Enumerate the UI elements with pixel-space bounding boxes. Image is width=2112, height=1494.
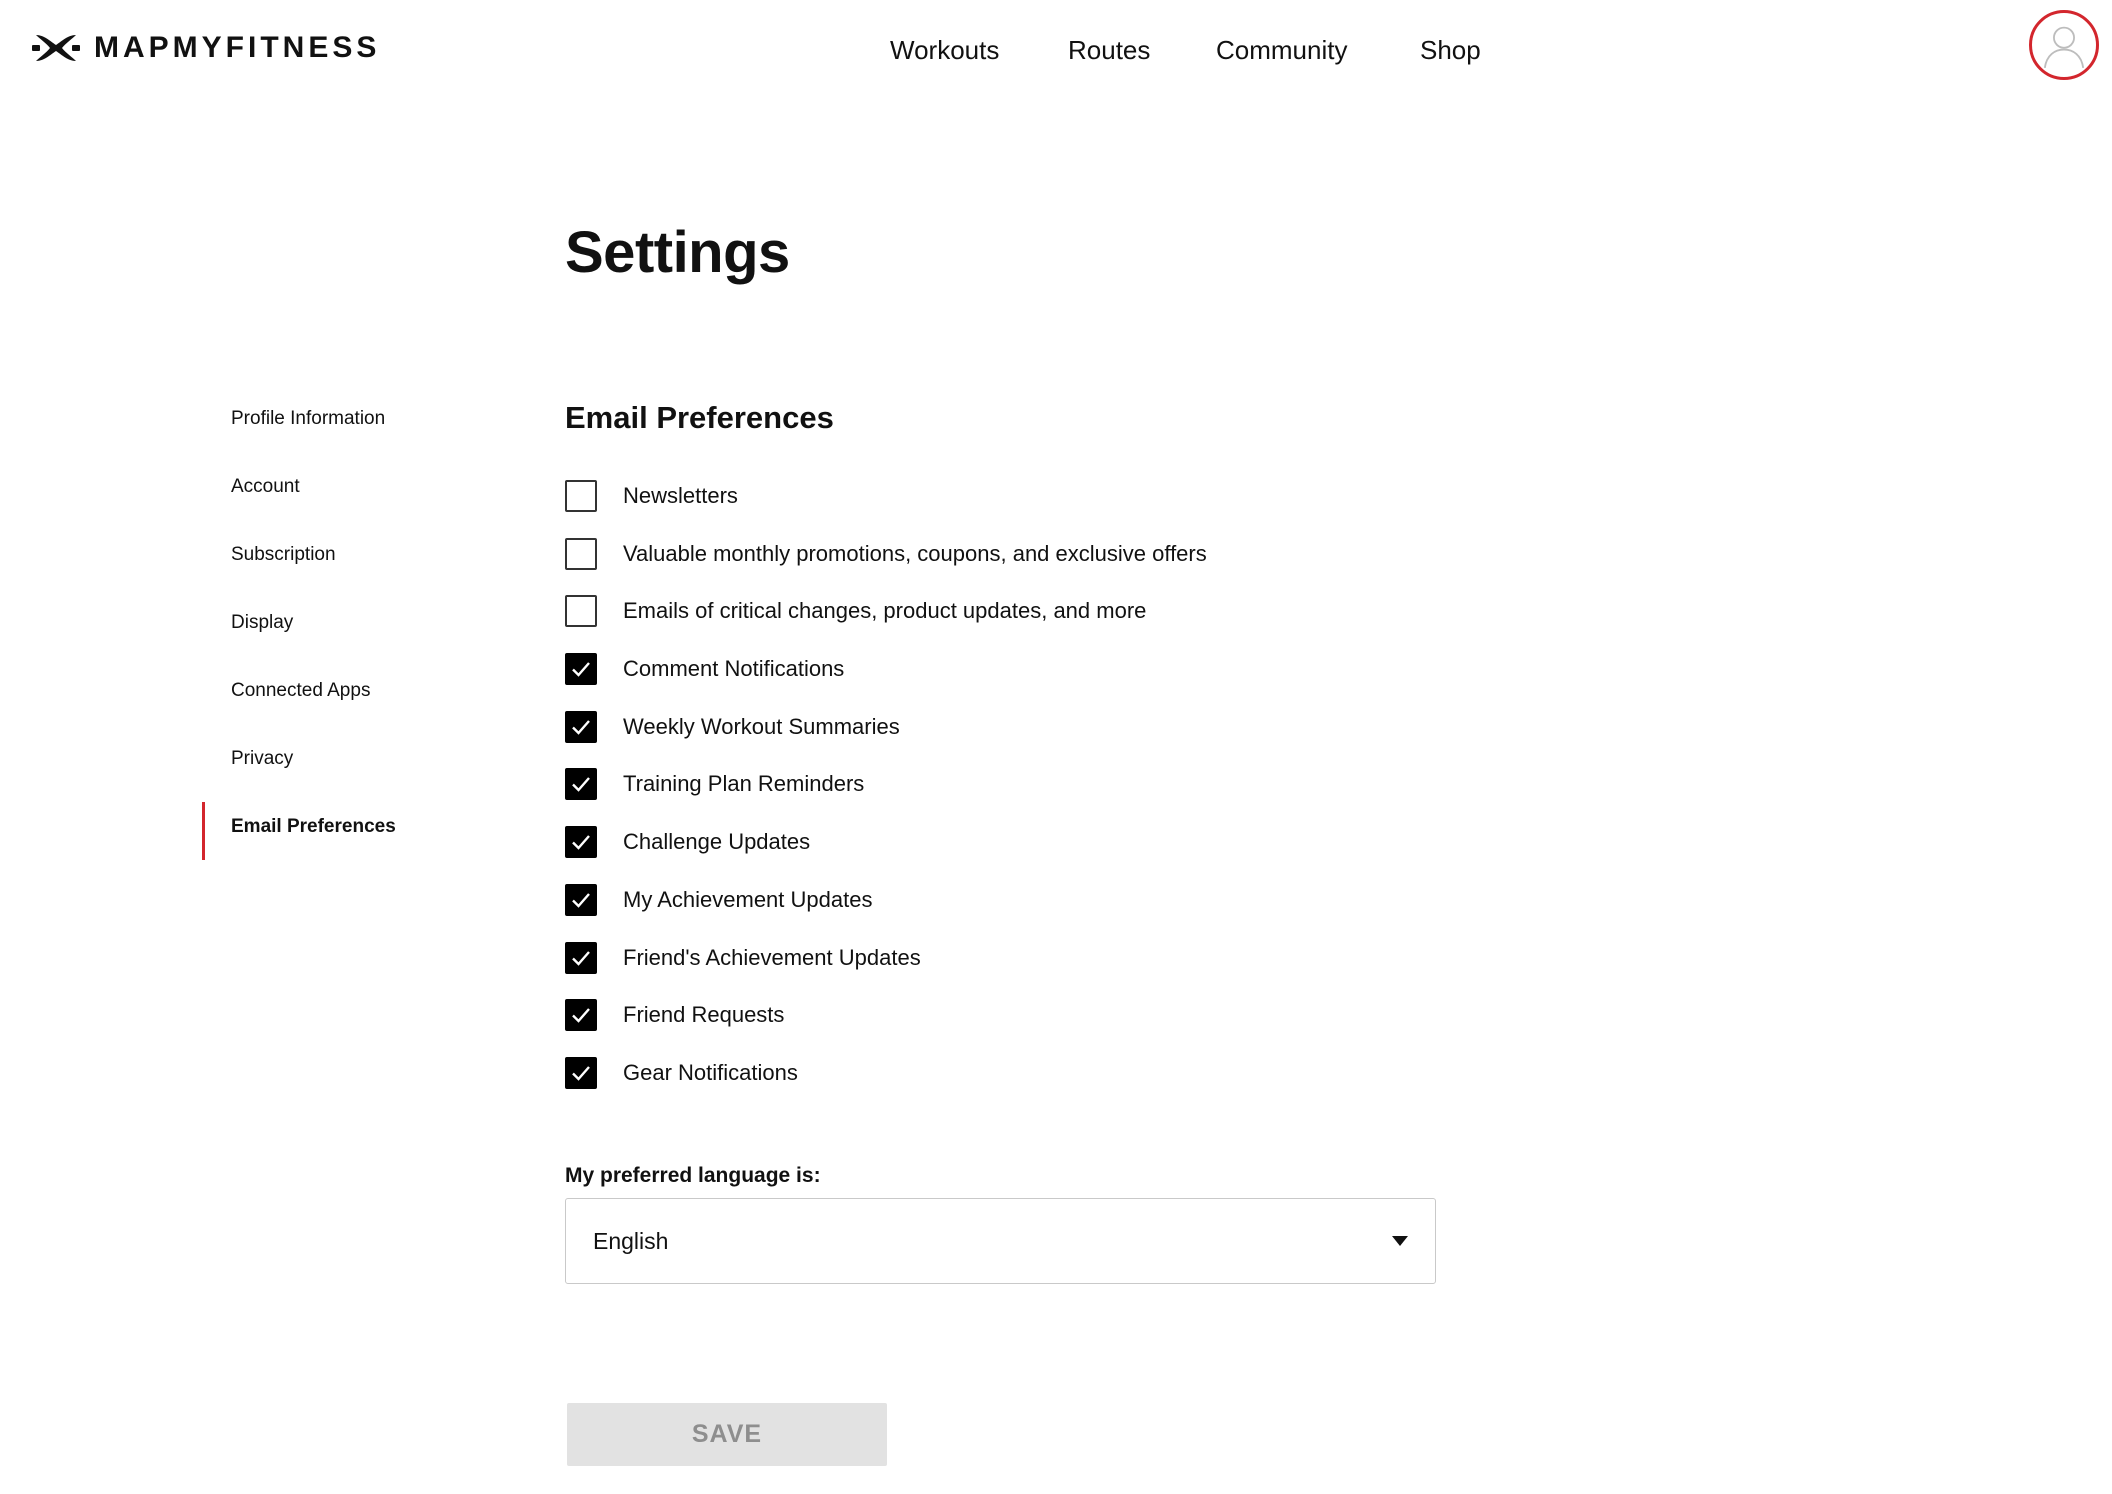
brand-name: MAPMYFITNESS (94, 31, 381, 64)
pref-friend-requests[interactable] (565, 999, 1465, 1057)
checkbox[interactable] (565, 1057, 597, 1089)
language-select[interactable] (565, 1198, 1436, 1284)
checkmark-icon (569, 657, 593, 681)
sidebar-item-privacy[interactable]: Privacy (231, 748, 294, 769)
pref-label: Friend's Achievement Updates (623, 944, 921, 970)
checkmark-icon (569, 888, 593, 912)
pref-promotions[interactable] (565, 538, 1465, 596)
nav-routes[interactable]: Routes (1068, 35, 1151, 65)
checkbox[interactable] (565, 942, 597, 974)
nav-shop[interactable]: Shop (1420, 35, 1481, 65)
sidebar-item-display[interactable]: Display (231, 612, 294, 633)
checkbox[interactable] (565, 711, 597, 743)
nav-workouts[interactable]: Workouts (890, 35, 1000, 65)
pref-my-achievement-updates[interactable] (565, 884, 1465, 942)
pref-training-plan-reminders[interactable] (565, 768, 1465, 826)
sidebar-item-profile-information[interactable]: Profile Information (231, 408, 386, 429)
pref-label: Gear Notifications (623, 1059, 798, 1085)
checkbox[interactable] (565, 480, 597, 512)
pref-challenge-updates[interactable] (565, 826, 1465, 884)
caret-down-icon (1391, 1235, 1409, 1247)
language-label: My preferred language is: (565, 1164, 821, 1187)
pref-newsletters[interactable] (565, 480, 1465, 538)
checkmark-icon (569, 1061, 593, 1085)
checkbox[interactable] (565, 653, 597, 685)
pref-weekly-workout-summaries[interactable] (565, 711, 1465, 769)
pref-label: Challenge Updates (623, 829, 811, 855)
pref-label: Training Plan Reminders (623, 771, 865, 797)
pref-label: Emails of critical changes, product updates, and more (623, 598, 1147, 624)
checkmark-icon (569, 946, 593, 970)
sidebar-item-connected-apps[interactable]: Connected Apps (231, 680, 371, 701)
sidebar-item-subscription[interactable]: Subscription (231, 544, 336, 565)
pref-label: Friend Requests (623, 1002, 785, 1028)
pref-label: My Achievement Updates (623, 886, 873, 912)
checkbox[interactable] (565, 884, 597, 916)
checkbox[interactable] (565, 999, 597, 1031)
sidebar-item-account[interactable]: Account (231, 476, 300, 497)
pref-label: Weekly Workout Summaries (623, 713, 900, 739)
under-armour-logo-icon (32, 33, 80, 63)
user-avatar[interactable] (2029, 10, 2099, 80)
pref-friends-achievement-updates[interactable] (565, 942, 1465, 1000)
section-title: Email Preferences (565, 400, 834, 435)
pref-label: Valuable monthly promotions, coupons, and exclusive offers (623, 540, 1207, 566)
checkbox[interactable] (565, 768, 597, 800)
pref-comment-notifications[interactable] (565, 653, 1465, 711)
checkbox[interactable] (565, 538, 597, 570)
email-preferences-list (565, 480, 1465, 1115)
pref-label: Newsletters (623, 483, 738, 508)
pref-label: Comment Notifications (623, 656, 845, 682)
checkbox[interactable] (565, 595, 597, 627)
checkmark-icon (569, 830, 593, 854)
pref-gear-notifications[interactable] (565, 1057, 1465, 1115)
save-button[interactable]: SAVE (567, 1403, 887, 1466)
checkmark-icon (569, 772, 593, 796)
brand-logo[interactable] (32, 30, 380, 66)
settings-sidebar (202, 398, 502, 874)
checkbox[interactable] (565, 826, 597, 858)
checkmark-icon (569, 715, 593, 739)
page-title: Settings (565, 220, 790, 285)
sidebar-item-email-preferences[interactable]: Email Preferences (202, 806, 502, 874)
pref-critical-changes[interactable] (565, 595, 1465, 653)
language-selected-value: English (593, 1228, 669, 1254)
checkmark-icon (569, 1003, 593, 1027)
user-icon (2032, 13, 2096, 77)
nav-community[interactable]: Community (1216, 35, 1348, 65)
top-header (0, 0, 2112, 100)
